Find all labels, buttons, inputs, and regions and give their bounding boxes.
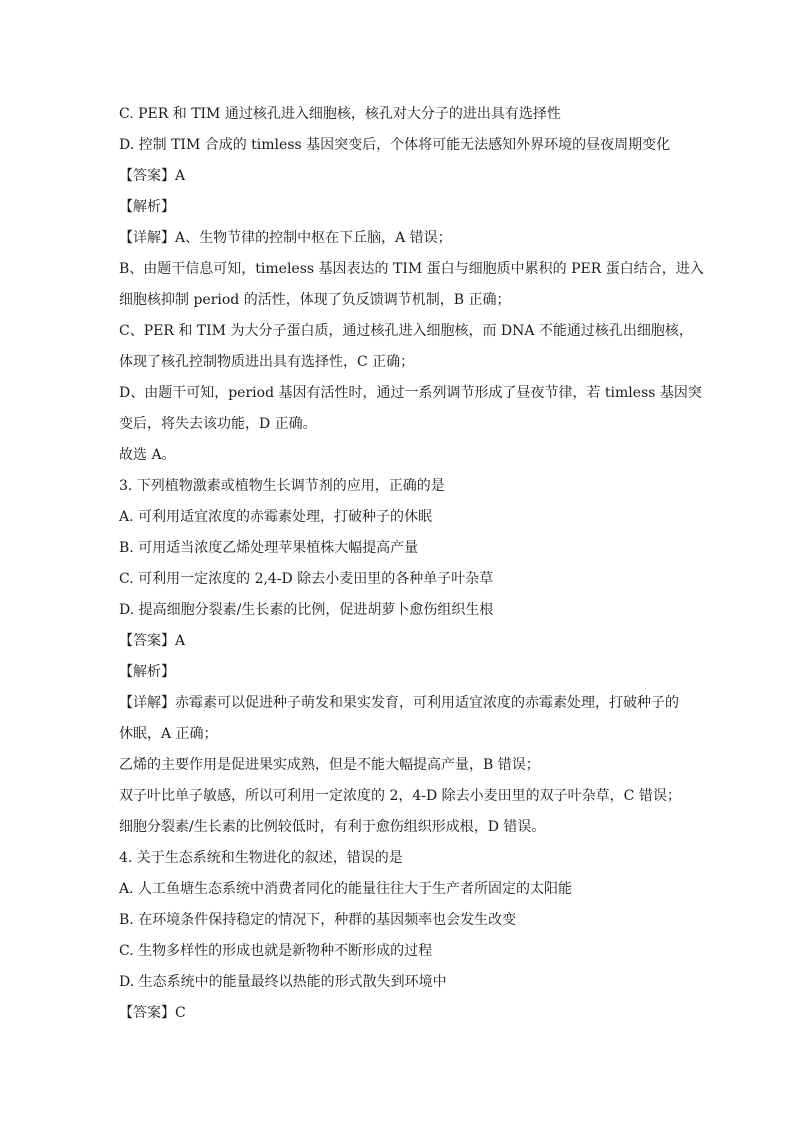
question-3-option-a: A. 可利用适宜浓度的赤霉素处理，打破种子的休眠 xyxy=(119,509,433,525)
conclusion-line: 故选 A。 xyxy=(119,447,176,463)
answer-label: 【答案】A xyxy=(119,168,186,184)
answer-label: 【答案】C xyxy=(119,1005,186,1021)
explanation-line: 乙烯的主要作用是促进果实成熟，但是不能大幅提高产量，B 错误； xyxy=(119,757,540,773)
explanation-line: 【详解】A、生物节律的控制中枢在下丘脑，A 错误； xyxy=(119,230,452,246)
question-3-option-d: D. 提高细胞分裂素/生长素的比例，促进胡萝卜愈伤组织生根 xyxy=(119,602,494,618)
question-4-stem: 4. 关于生态系统和生物进化的叙述，错误的是 xyxy=(119,850,403,866)
question-3-stem: 3. 下列植物激素或植物生长调节剂的应用，正确的是 xyxy=(119,478,445,494)
explanation-line: 双子叶比单子敏感，所以可利用一定浓度的 2，4-D 除去小麦田里的双子叶杂草，C 错误； xyxy=(119,788,681,804)
option-c-text: C. PER 和 TIM 通过核孔进入细胞核，核孔对大分子的进出具有选择性 xyxy=(119,106,561,122)
explanation-line: 细胞分裂素/生长素的比例较低时，有利于愈伤组织形成根，D 错误。 xyxy=(119,819,546,835)
question-4-option-a: A. 人工鱼塘生态系统中消费者同化的能量往往大于生产者所固定的太阳能 xyxy=(119,881,573,897)
option-d-text: D. 控制 TIM 合成的 timless 基因突变后，个体将可能无法感知外界环境的昼夜周期变化 xyxy=(119,137,671,153)
question-4-option-c: C. 生物多样性的形成也就是新物种不断形成的过程 xyxy=(119,943,433,959)
explanation-line: 细胞核抑制 period 的活性，体现了负反馈调节机制，B 正确； xyxy=(119,292,511,308)
question-3-option-c: C. 可利用一定浓度的 2,4-D 除去小麦田里的各种单子叶杂草 xyxy=(119,571,494,587)
explanation-line: 变后，将失去该功能，D 正确。 xyxy=(119,416,317,432)
answer-label: 【答案】A xyxy=(119,633,186,649)
explanation-line: 【详解】赤霉素可以促进种子萌发和果实发育，可利用适宜浓度的赤霉素处理，打破种子的 xyxy=(119,695,679,711)
analysis-label: 【解析】 xyxy=(119,199,175,215)
explanation-line: B、由题干信息可知，timeless 基因表达的 TIM 蛋白与细胞质中累积的 PER 蛋白结合，进入 xyxy=(119,261,704,277)
explanation-line: 休眠，A 正确； xyxy=(119,726,218,742)
explanation-line: C、PER 和 TIM 为大分子蛋白质，通过核孔进入细胞核，而 DNA 不能通过核孔出细胞核， xyxy=(119,323,693,339)
question-4-option-b: B. 在环境条件保持稳定的情况下，种群的基因频率也会发生改变 xyxy=(119,912,517,928)
explanation-line: D、由题干可知，period 基因有活性时，通过一系列调节形成了昼夜节律，若 timless 基因突 xyxy=(119,385,702,401)
question-4-option-d: D. 生态系统中的能量最终以热能的形式散失到环境中 xyxy=(119,974,447,990)
question-3-option-b: B. 可用适当浓度乙烯处理苹果植株大幅提高产量 xyxy=(119,540,419,556)
analysis-label: 【解析】 xyxy=(119,664,175,680)
explanation-line: 体现了核孔控制物质进出具有选择性，C 正确； xyxy=(119,354,415,370)
